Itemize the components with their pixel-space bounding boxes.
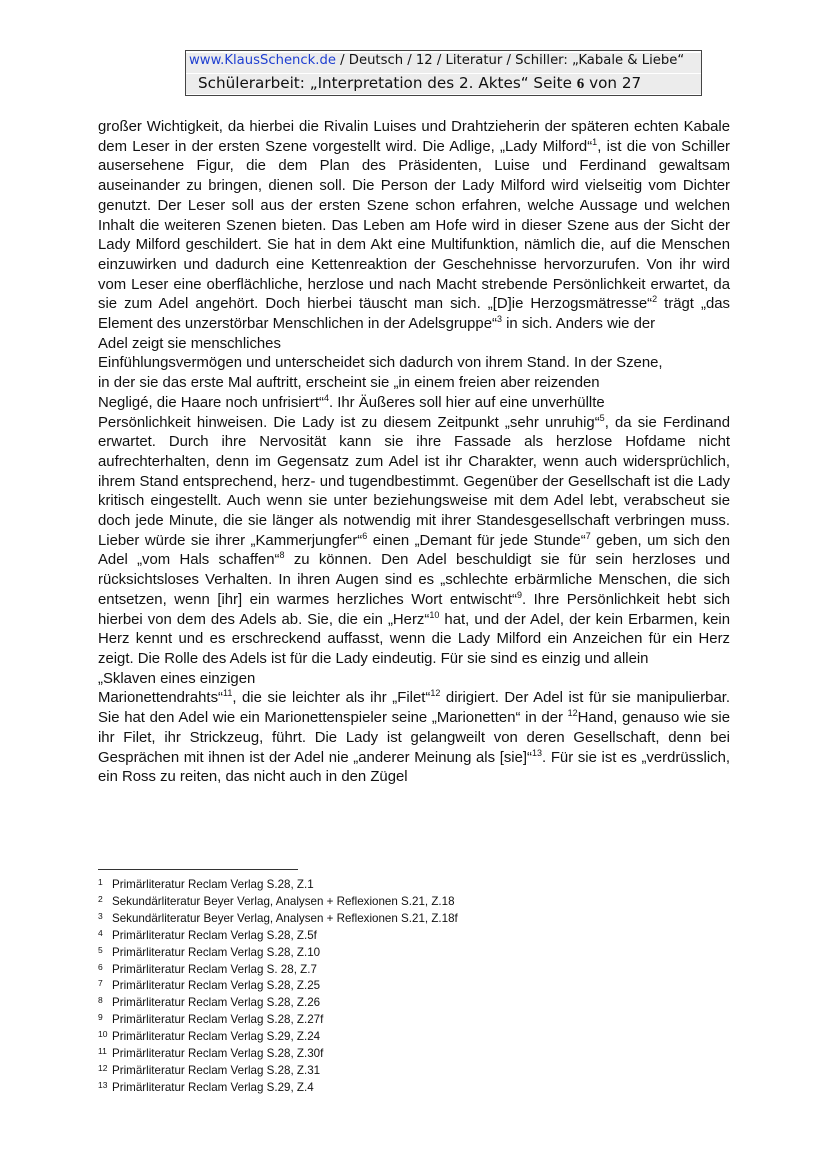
text-run: zu können. Den Adel beschuldigt sie für sein herzloses und rücksichtsloses Verhalten. In ihren Augen sind es „schlechte erbärmliche Menschen, die sich entsetzen, wenn [ihr] ein warmes herzliches Wort entwischt“ [98, 552, 730, 608]
footnote-ref: 10 [429, 609, 440, 620]
header-title [186, 74, 701, 94]
header-path: / Deutsch / 12 / Literatur / Schiller: „Kabale & Liebe“ [335, 53, 685, 68]
footnote-number: 3 [98, 910, 103, 921]
text-line: Adel zeigt sie menschliches [98, 335, 281, 352]
footnote-text: Primärliteratur Reclam Verlag S.28, Z.27f [112, 1013, 324, 1027]
footnote-text: Primärliteratur Reclam Verlag S.28, Z.30f [112, 1047, 324, 1061]
page-header [185, 50, 702, 96]
footnote-ref: 13 [532, 747, 543, 758]
footnote-number: 8 [98, 995, 103, 1006]
text-run: dirigiert. Der Adel ist für sie manipulierbar. Sie hat den Adel wie ein Marionettenspieler seine „Marionetten“ in der [98, 690, 731, 727]
footnote-number: 4 [98, 927, 103, 938]
footnote-number: 9 [98, 1012, 103, 1023]
text-line: in der sie das erste Mal auftritt, erscheint sie „in einem freien aber reizenden [98, 375, 600, 392]
text-run: Negligé, die Haare noch unfrisiert“ [98, 394, 324, 411]
footnote-text: Primärliteratur Reclam Verlag S.28, Z.5f [112, 928, 317, 942]
footnote-number: 10 [98, 1029, 108, 1040]
footnote-ref: 11 [222, 688, 233, 699]
footnote [98, 877, 458, 894]
footnote-text: Primärliteratur Reclam Verlag S.28, Z.1 [112, 878, 314, 891]
header-breadcrumb [186, 53, 701, 73]
footnote-text: Primärliteratur Reclam Verlag S.28, Z.25 [112, 979, 321, 993]
header-title-prefix: Schülerarbeit: „Interpretation des 2. Aktes“ Seite [198, 74, 577, 92]
footnote-ref: 7 [585, 530, 591, 541]
footnote-ref: 1 [592, 136, 598, 147]
text-line: Einfühlungsvermögen und unterscheidet sich dadurch von ihrem Stand. In der Szene, [98, 355, 663, 372]
text-run: einen „Demant für jede Stunde“ [367, 532, 586, 549]
text-run: , da sie Ferdinand erwartet. Durch ihre Nervosität kann sie ihre Fassade als herzlose Hofdame nicht aufrechterhalten, denn im Gegensatz zum Adel ist ihr Charakter, wenn auch widersprüchlich, ihrem Stand entsprechend, herz- und tugendbestimmt. Gegenüber der Gesellschaft ist die Lady kritisch eingestellt. Auch wenn sie unter beziehungsweise mit dem Adel lebt, verabscheut sie doch jede Minute, die sie länger als notwendig mit ihrer Standesgesellschaft verbringen muss. Lieber würde sie ihrer „Kammerjungfer“ [98, 414, 730, 549]
footnote [98, 995, 458, 1012]
text-run: Persönlichkeit hinweisen. Die Lady ist zu diesem Zeitpunkt „sehr unruhig“ [98, 414, 600, 431]
footnote-ref: 12 [567, 708, 578, 719]
footnote-separator [98, 869, 298, 870]
footnote-text: Sekundärliteratur Beyer Verlag, Analysen + Reflexionen S.21, Z.18f [112, 911, 458, 925]
footnote-ref: 9 [516, 589, 522, 600]
footnote-ref: 2 [652, 294, 658, 305]
footnote [98, 1046, 458, 1063]
header-page-number: 6 [576, 76, 585, 92]
footnote [98, 894, 458, 911]
footnote-ref: 12 [430, 688, 441, 699]
footnote [98, 911, 458, 928]
footnote [98, 945, 458, 962]
footnote-number: 1 [98, 877, 103, 887]
footnote [98, 1063, 458, 1080]
footnote [98, 1012, 458, 1029]
text-run: , ist die von Schiller ausersehene Figur, die dem Plan des Präsidenten, Luise und Ferdinand gewaltsam auseinander zu bringen, dienen soll. Die Person der Lady Milford wird vielseitig vom Dichter genutzt. Der Leser soll aus der ersten Szene schon erfahren, welche Aussage und welchen Inhalt die weiteren Szenen bieten. Das Leben am Hofe wird in dieser Szene aus der Sicht der Lady Milford geschildert. Sie hat in dem Akt eine Multifunktion, nämlich die, auf die Menschen einzuwirken und dadurch eine Kettenreaktion der Geschehnisse hervorzurufen. Von ihr wird vom Leser eine oberflächliche, herzlose und nach Macht strebende Persönlichkeit erwartet, da sie zum Adel angehört. Doch hierbei täuscht man sich. „[D]ie Herzogsmätresse“ [98, 138, 731, 313]
footnote-text: Sekundärliteratur Beyer Verlag, Analysen + Reflexionen S.21, Z.18 [112, 894, 455, 908]
paragraph [98, 689, 730, 788]
footnote [98, 1080, 458, 1097]
footnote-text: Primärliteratur Reclam Verlag S.29, Z.24 [112, 1030, 321, 1044]
text-run: Hand, genauso wie sie ihr Filet, ihr Strickzeug, führt. Die Lady ist gelangweilt von deren Gesellschaft, denn bei Gesprächen mit ihnen ist der Adel nie „anderer Meinung als [sie]“ [98, 710, 730, 766]
footnote [98, 928, 458, 945]
text-line: „Sklaven eines einzigen [98, 670, 256, 687]
text-run: trägt „das Element des unzerstörbar Menschlichen in der Adelsgruppe“ [98, 296, 730, 333]
text-run: , die sie leichter als ihr „Filet“ [232, 690, 431, 707]
text-run: in sich. Anders wie der [501, 316, 656, 333]
footnote-number: 11 [98, 1046, 107, 1057]
footnote-text: Primärliteratur Reclam Verlag S. 28, Z.7 [112, 962, 317, 976]
footnote-text: Primärliteratur Reclam Verlag S.29, Z.4 [112, 1080, 314, 1094]
footnote-number: 5 [98, 944, 103, 955]
footnote [98, 978, 458, 995]
footnote-ref: 4 [323, 392, 329, 403]
text-run: geben, um sich den Adel „vom Hals schaffen“ [98, 532, 731, 569]
site-link[interactable]: www.KlausSchenck.de [189, 53, 336, 68]
paragraph [98, 414, 730, 670]
body-text [98, 118, 730, 788]
footnote [98, 1029, 458, 1046]
text-run: . Für sie ist es „verdrüsslich, ein Ross zu reiten, das nicht auch in den Zügel [98, 749, 730, 786]
footnote-ref: 8 [279, 550, 285, 561]
header-title-suffix: von 27 [584, 74, 642, 92]
text-run: Marionettendrahts“ [98, 690, 223, 707]
text-run: hat, und der Adel, der kein Erbarmen, kein Herz kennt und es erschreckend auffasst, wenn die Lady Milford ein Anzeichen für ein Herz zeigt. Die Rolle des Adels ist für die Lady eindeutig. Für sie sind es einzig und allein [98, 611, 730, 667]
footnote [98, 962, 458, 979]
footnote-text: Primärliteratur Reclam Verlag S.28, Z.26 [112, 996, 321, 1010]
text-run: . Ihr Äußeres soll hier auf eine unverhüllte [328, 394, 605, 411]
paragraph [98, 118, 730, 335]
footnote-ref: 3 [496, 314, 502, 325]
text-line [98, 394, 730, 414]
footnote-text: Primärliteratur Reclam Verlag S.28, Z.10 [112, 945, 321, 959]
text-run: . Ihre Persönlichkeit hebt sich hierbei von dem des Adels ab. Sie, die ein „Herz“ [98, 591, 730, 628]
footnote-number: 2 [98, 893, 103, 904]
footnote-number: 13 [98, 1079, 108, 1090]
footnote-number: 12 [98, 1062, 108, 1073]
footnote-number: 7 [98, 978, 103, 989]
footnote-text: Primärliteratur Reclam Verlag S.28, Z.31 [112, 1063, 321, 1077]
footnote-ref: 5 [599, 412, 605, 423]
footnote-ref: 6 [362, 530, 368, 541]
footnote-number: 6 [98, 961, 103, 972]
footnotes [98, 877, 458, 1097]
text-run: großer Wichtigkeit, da hierbei die Rivalin Luises und Drahtzieherin der späteren echten Kabale dem Leser in der ersten Szene vorgestellt wird. Die Adlige, „Lady Milford“ [98, 119, 730, 155]
